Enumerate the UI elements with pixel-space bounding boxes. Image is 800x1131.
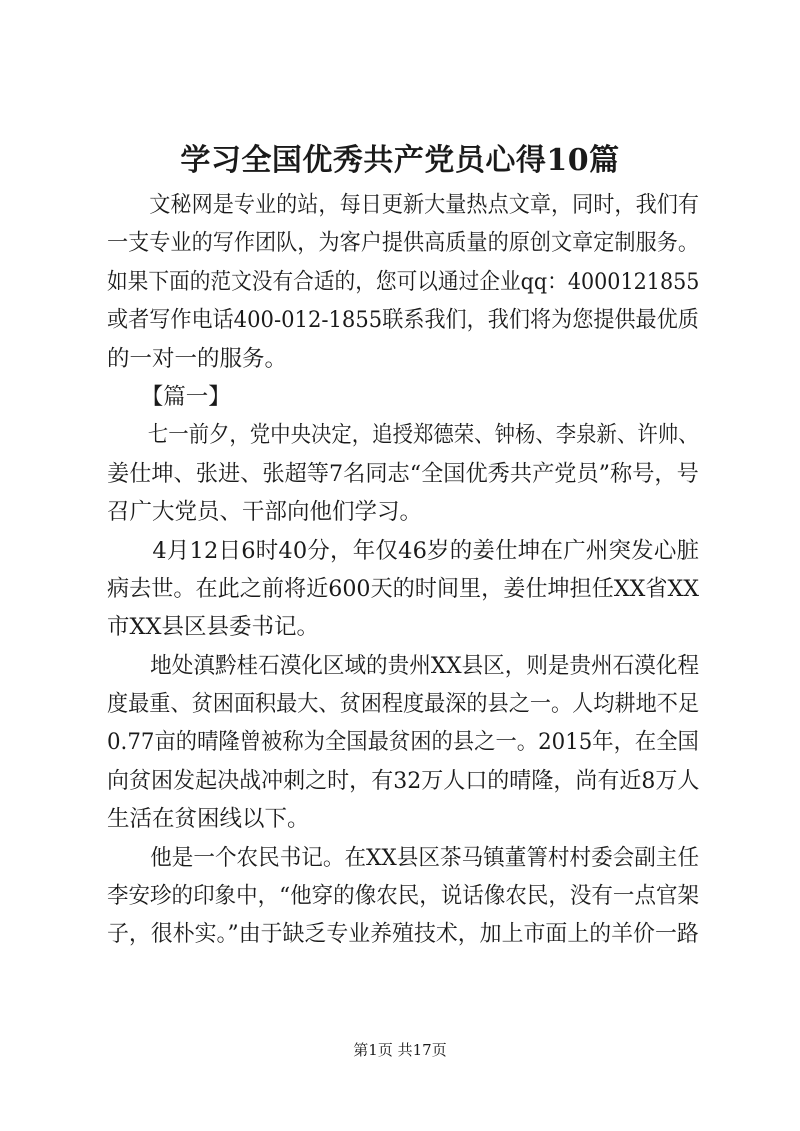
text-line: 向贫困发起决战冲刺之时，有32万人口的晴隆，尚有近8万人 <box>107 767 700 794</box>
text-line: 的一对一的服务。 <box>107 345 288 372</box>
text-line: 如果下面的范文没有合适的，您可以通过企业qq：4000121855 <box>107 268 700 295</box>
text-line: 度最重、贫困面积最大、贫困程度最深的县之一。人均耕地不足 <box>107 691 700 718</box>
text-line: 市XX县区县委书记。 <box>107 614 320 641</box>
text-line: 生活在贫困线以下。 <box>107 806 310 833</box>
text-line: 地处滇黔桂石漠化区域的贵州XX县区，则是贵州石漠化程 <box>107 652 700 679</box>
page-footer: 第1页 共17页 <box>353 1041 447 1059</box>
text-line: 一支专业的写作团队，为客户提供高质量的原创文章定制服务。 <box>107 230 700 257</box>
text-line: 【篇一】 <box>107 383 231 410</box>
text-line: 七一前夕，党中央决定，追授郑德荣、钟杨、李泉新、许帅、 <box>107 422 699 449</box>
text-line: 文秘网是专业的站，每日更新大量热点文章，同时，我们有 <box>107 192 700 218</box>
text-line: 他是一个农民书记。在XX县区茶马镇董箐村村委会副主任 <box>107 844 700 871</box>
text-line: 0.77亩的晴隆曾被称为全国最贫困的县之一。2015年，在全国 <box>107 729 699 756</box>
document-title: 学习全国优秀共产党员心得10篇 <box>180 143 620 178</box>
text-line: 或者写作电话400-012-1855联系我们，我们将为您提供最优质 <box>107 307 699 334</box>
text-line: 召广大党员、干部向他们学习。 <box>107 499 423 526</box>
text-line: 李安珍的印象中，“他穿的像农民，说话像农民，没有一点官架 <box>107 883 700 910</box>
document-body <box>107 186 699 954</box>
text-line: 病去世。在此之前将近600天的时间里，姜仕坤担任XX省XX <box>107 575 700 602</box>
text-line: 姜仕坤、张进、张超等7名同志“全国优秀共产党员”称号，号 <box>107 460 699 487</box>
text-line: 子，很朴实。”由于缺乏专业养殖技术，加上市面上的羊价一路 <box>107 921 699 948</box>
text-line: 4月12日6时40分，年仅46岁的姜仕坤在广州突发心脏 <box>107 537 700 564</box>
